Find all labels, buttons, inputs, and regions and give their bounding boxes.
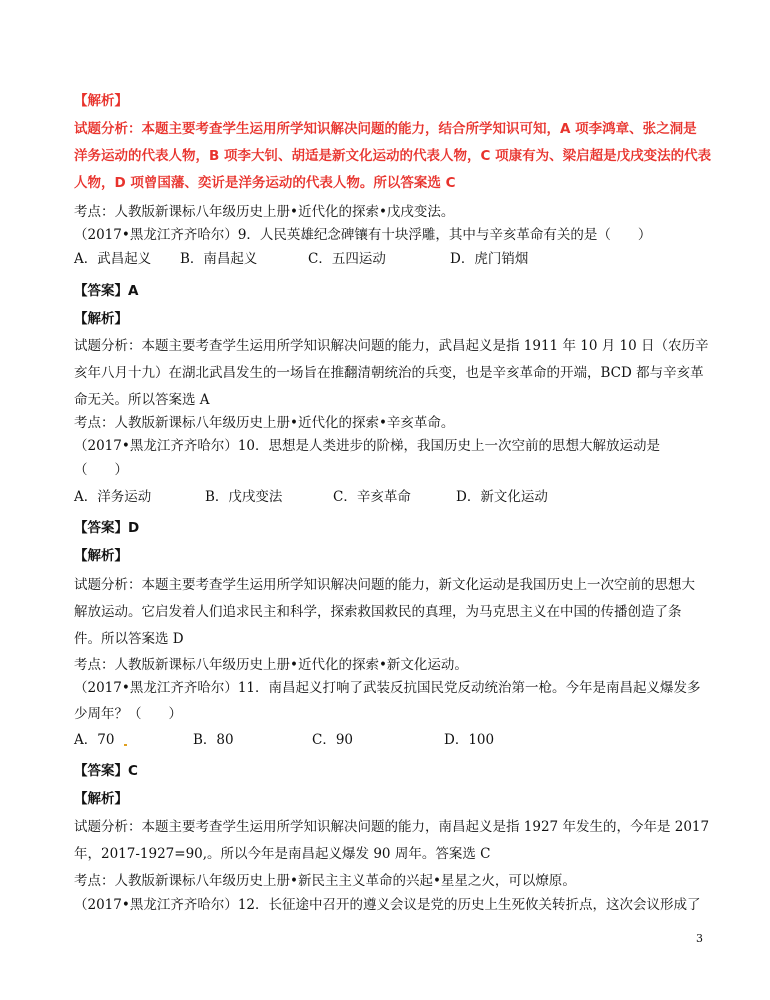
- option-c: C．辛亥革命: [333, 489, 411, 505]
- kaodian-text: 考点：人教版新课标八年级历史上册•新民主主义革命的兴起•星星之火，可以燎原。: [74, 873, 576, 889]
- option-b: B．戊戌变法: [205, 489, 283, 505]
- stray-dot: [124, 744, 127, 746]
- kaodian-text: 考点：人教版新课标八年级历史上册•近代化的探索•辛亥革命。: [74, 415, 455, 431]
- option-d: D．虎门销烟: [450, 251, 529, 267]
- analysis-line: 试题分析：本题主要考查学生运用所学知识解决问题的能力，南昌起义是指 1927 年发生的，今年是 2017: [74, 819, 710, 835]
- analysis-tag: 【解析】: [74, 791, 128, 807]
- analysis-line: 试题分析：本题主要考查学生运用所学知识解决问题的能力，结合所学知识可知，A 项李鸿章、张之洞是: [74, 121, 697, 137]
- page-number: 3: [696, 932, 703, 945]
- option-c: C．五四运动: [308, 251, 386, 267]
- option-a: A．洋务运动: [74, 489, 152, 505]
- option-a: A．武昌起义: [74, 251, 152, 267]
- option-d: D．100: [444, 732, 495, 748]
- question-text: （2017•黑龙江齐齐哈尔）10．思想是人类进步的阶梯，我国历史上一次空前的思想大解放运动是: [74, 438, 660, 454]
- option-a: A．70: [74, 732, 115, 748]
- question-text: （ ）: [74, 462, 128, 478]
- option-c: C．90: [312, 732, 354, 748]
- kaodian-text: 考点：人教版新课标八年级历史上册•近代化的探索•新文化运动。: [74, 657, 468, 673]
- analysis-line: 命无关。所以答案选 A: [74, 392, 210, 408]
- answer-text: 【答案】A: [74, 283, 139, 299]
- question-text: （2017•黑龙江齐齐哈尔）11．南昌起义打响了武装反抗国民党反动统治第一枪。今年是南昌起义爆发多: [74, 680, 701, 696]
- analysis-tag: 【解析】: [74, 548, 128, 564]
- question-text: 少周年？（ ）: [74, 706, 182, 722]
- analysis-line: 洋务运动的代表人物，B 项李大钊、胡适是新文化运动的代表人物，C 项康有为、梁启超是戊戌变法的代表: [74, 148, 712, 164]
- answer-text: 【答案】C: [74, 763, 138, 779]
- kaodian-text: 考点：人教版新课标八年级历史上册•近代化的探索•戊戌变法。: [74, 204, 455, 220]
- analysis-tag: 【解析】: [74, 93, 128, 109]
- option-d: D．新文化运动: [456, 489, 548, 505]
- analysis-tag: 【解析】: [74, 311, 128, 327]
- analysis-line: 试题分析：本题主要考查学生运用所学知识解决问题的能力，新文化运动是我国历史上一次空前的思想大: [74, 577, 695, 593]
- analysis-line: 亥年八月十九）在湖北武昌发生的一场旨在推翻清朝统治的兵变，也是辛亥革命的开端，BCD 都与辛亥革: [74, 365, 704, 381]
- analysis-line: 解放运动。它启发着人们追求民主和科学，探索救国救民的真理，为马克思主义在中国的传播创造了条: [74, 604, 682, 620]
- option-b: B．南昌起义: [180, 251, 258, 267]
- analysis-line: 年，2017-1927=90,。所以今年是南昌起义爆发 90 周年。答案选 C: [74, 846, 491, 862]
- analysis-line: 试题分析：本题主要考查学生运用所学知识解决问题的能力，武昌起义是指 1911 年 10 月 10 日（农历辛: [74, 338, 709, 354]
- analysis-line: 件。所以答案选 D: [74, 631, 184, 647]
- question-text: （2017•黑龙江齐齐哈尔）12．长征途中召开的遵义会议是党的历史上生死攸关转折点，这次会议形成了: [74, 897, 701, 913]
- answer-text: 【答案】D: [74, 520, 140, 536]
- analysis-line: 人物，D 项曾国藩、奕䜣是洋务运动的代表人物。所以答案选 C: [74, 175, 456, 191]
- question-text: （2017•黑龙江齐齐哈尔）9．人民英雄纪念碑镶有十块浮雕，其中与辛亥革命有关的是（ ）: [74, 227, 652, 243]
- option-b: B．80: [193, 732, 234, 748]
